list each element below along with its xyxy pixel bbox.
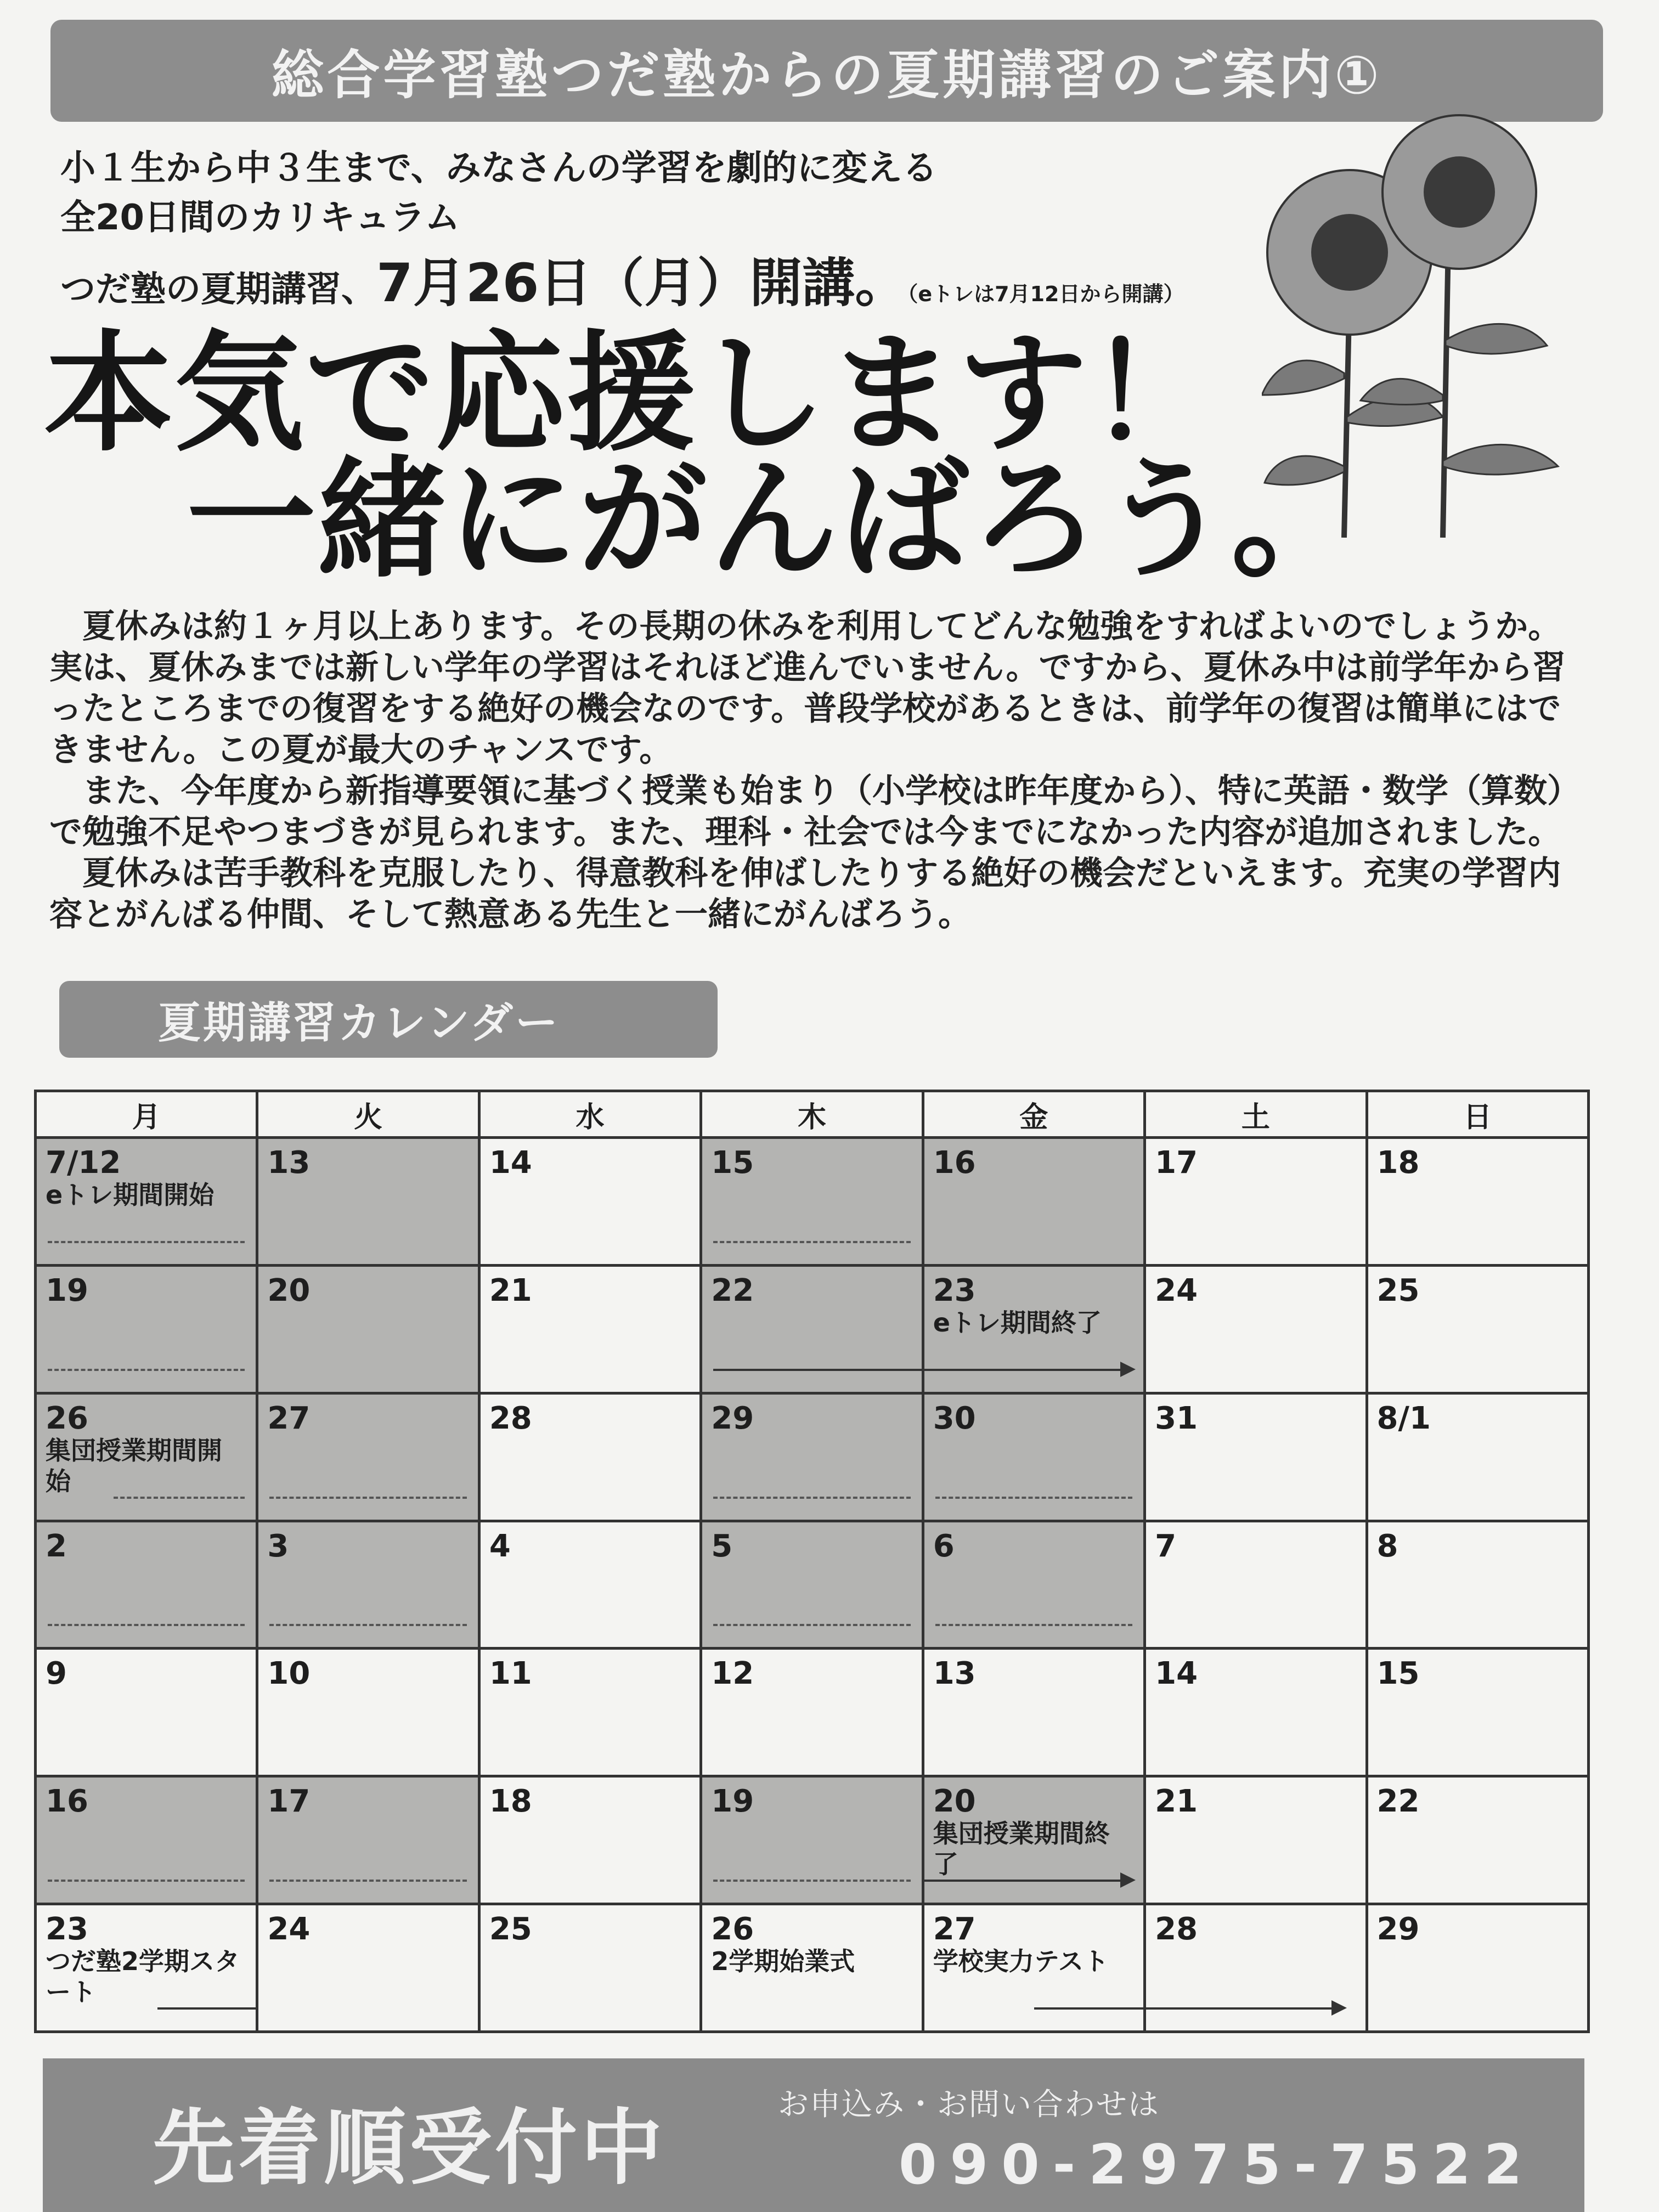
day-number: 28 xyxy=(489,1400,532,1436)
day-cell xyxy=(479,1776,701,1904)
day-number: 19 xyxy=(46,1272,88,1308)
day-number: 13 xyxy=(933,1656,976,1692)
day-cell xyxy=(479,1904,701,2032)
day-cell xyxy=(923,1521,1144,1649)
weekday-tue: 火 xyxy=(257,1091,479,1138)
day-number: 24 xyxy=(267,1911,311,1948)
header-title: 総合学習塾つだ塾からの夏期講習のご案内① xyxy=(271,44,1383,106)
footer-first-come: 先着順受付中 xyxy=(153,2101,667,2196)
weekday-sun: 日 xyxy=(1367,1091,1588,1138)
period-line xyxy=(48,1369,245,1371)
day-number: 31 xyxy=(1155,1400,1198,1436)
day-cell xyxy=(36,1649,257,1776)
week-row xyxy=(36,1521,1589,1649)
headline-line-1: 本気で応援します！ xyxy=(44,318,1220,469)
week-row xyxy=(36,1776,1589,1904)
day-cell xyxy=(1367,1649,1588,1776)
day-number: 26 xyxy=(711,1911,754,1948)
day-number: 9 xyxy=(46,1656,67,1692)
day-number: 20 xyxy=(267,1272,311,1308)
day-cell xyxy=(36,1776,257,1904)
intro-line-1: 小１生から中３生まで、みなさんの学習を劇的に変える xyxy=(60,148,938,189)
day-number: 16 xyxy=(933,1145,976,1181)
headline-line-2: 一緒にがんばろう。 xyxy=(187,444,1362,595)
period-line xyxy=(48,1880,245,1882)
day-number: 3 xyxy=(267,1528,289,1564)
period-arrow-end xyxy=(1146,2007,1332,2010)
day-number: 30 xyxy=(933,1400,976,1436)
day-number: 21 xyxy=(1155,1784,1198,1820)
day-cell xyxy=(36,1265,257,1393)
day-cell xyxy=(923,1265,1144,1393)
period-line xyxy=(269,1497,466,1499)
day-cell xyxy=(923,1393,1144,1521)
day-cell xyxy=(923,1649,1144,1776)
day-cell xyxy=(479,1521,701,1649)
intro-date: 7月26日（月）開講。 xyxy=(376,252,908,314)
day-number: 15 xyxy=(1376,1656,1420,1692)
period-arrow xyxy=(157,2007,261,2010)
day-cell xyxy=(479,1393,701,1521)
body-paragraph-2: また、今年度から新指導要領に基づく授業も始まり（小学校は昨年度から）、特に英語・数学（算数）で勉強不足やつまづきが見られます。また、理科・社会では今までになかった内容が追加されました。 xyxy=(49,772,1564,851)
day-number: 6 xyxy=(933,1528,955,1564)
intro-line-2: 全20日間のカリキュラム xyxy=(60,198,460,238)
day-cell xyxy=(36,1393,257,1521)
weekday-mon: 月 xyxy=(36,1091,257,1138)
day-cell xyxy=(257,1138,479,1266)
day-number: 23 xyxy=(46,1911,88,1948)
day-note: eトレ期間終了 xyxy=(933,1307,1102,1338)
intro-note: （eトレは7月12日から開講） xyxy=(907,282,1184,306)
day-number: 18 xyxy=(489,1784,532,1820)
day-cell xyxy=(701,1138,923,1266)
day-number: 16 xyxy=(46,1784,88,1820)
day-number: 26 xyxy=(46,1400,88,1436)
day-number: 7/12 xyxy=(46,1145,121,1181)
day-number: 17 xyxy=(1155,1145,1198,1181)
day-cell xyxy=(1145,1265,1367,1393)
day-cell xyxy=(479,1138,701,1266)
day-number: 15 xyxy=(711,1145,754,1181)
day-cell xyxy=(479,1649,701,1776)
day-cell xyxy=(1145,1904,1367,2032)
period-line xyxy=(713,1880,910,1882)
day-number: 19 xyxy=(711,1784,754,1820)
intro-line-3 xyxy=(60,241,1184,317)
footer-contact-label: お申込み・お問い合わせは xyxy=(778,2087,1160,2123)
day-cell xyxy=(1367,1776,1588,1904)
day-cell xyxy=(36,1138,257,1266)
day-number: 25 xyxy=(489,1911,532,1948)
body-paragraph-1: 夏休みは約１ヶ月以上あります。その長期の休みを利用してどんな勉強をすればよいのでしょうか。実は、夏休みまでは新しい学年の学習はそれほど進んでいません。ですから、夏休み中は前学年から習ったところまでの復習をする絶好の機会なのです。普段学校があるときは、前学年の復習は簡単にはできません。この夏が最大のチャンスです。 xyxy=(49,607,1566,769)
day-cell xyxy=(701,1904,923,2032)
footer-banner xyxy=(43,2058,1584,2212)
day-number: 21 xyxy=(489,1272,532,1308)
period-line xyxy=(114,1497,245,1499)
period-arrow xyxy=(1034,2007,1149,2010)
day-number: 14 xyxy=(1155,1656,1198,1692)
day-number: 24 xyxy=(1155,1272,1198,1308)
period-line xyxy=(935,1624,1132,1626)
day-number: 22 xyxy=(711,1272,754,1308)
day-note: 集団授業期間終了 xyxy=(933,1819,1110,1880)
day-number: 12 xyxy=(711,1656,754,1692)
day-number: 23 xyxy=(933,1272,976,1308)
period-line xyxy=(713,1624,910,1626)
period-line xyxy=(713,1241,910,1243)
day-cell xyxy=(257,1521,479,1649)
day-number: 29 xyxy=(711,1400,754,1436)
day-cell xyxy=(701,1649,923,1776)
period-arrow xyxy=(713,1369,927,1371)
day-number: 13 xyxy=(267,1145,311,1181)
day-cell xyxy=(1145,1649,1367,1776)
day-cell xyxy=(701,1521,923,1649)
day-number: 27 xyxy=(267,1400,311,1436)
day-cell xyxy=(701,1393,923,1521)
day-cell xyxy=(257,1904,479,2032)
calendar-title-text: 夏期講習カレンダー xyxy=(158,998,560,1048)
day-cell xyxy=(1367,1393,1588,1521)
day-cell xyxy=(257,1265,479,1393)
day-number: 4 xyxy=(489,1528,511,1564)
period-arrow-end xyxy=(924,1369,1121,1371)
intro-prefix: つだ塾の夏期講習、 xyxy=(60,269,376,310)
body-text xyxy=(49,606,1575,935)
day-cell xyxy=(1367,1904,1588,2032)
day-number: 14 xyxy=(489,1145,532,1181)
day-number: 28 xyxy=(1155,1911,1198,1948)
period-line xyxy=(269,1624,466,1626)
footer-phone-number[interactable]: 090-2975-7522 xyxy=(899,2132,1536,2197)
weekday-thu: 木 xyxy=(701,1091,923,1138)
day-cell xyxy=(701,1265,923,1393)
day-note: eトレ期間開始 xyxy=(46,1180,215,1210)
day-number: 20 xyxy=(933,1784,976,1820)
day-cell xyxy=(257,1776,479,1904)
day-cell xyxy=(1145,1521,1367,1649)
day-number: 18 xyxy=(1376,1145,1420,1181)
day-number: 27 xyxy=(933,1911,976,1948)
day-cell xyxy=(479,1265,701,1393)
day-cell xyxy=(923,1138,1144,1266)
day-number: 5 xyxy=(711,1528,733,1564)
day-number: 8 xyxy=(1376,1528,1398,1564)
day-cell xyxy=(1367,1521,1588,1649)
weekday-fri: 金 xyxy=(923,1091,1144,1138)
week-row xyxy=(36,1904,1589,2032)
week-row xyxy=(36,1649,1589,1776)
day-cell xyxy=(1145,1393,1367,1521)
week-row xyxy=(36,1393,1589,1521)
day-note: 集団授業期間開始 xyxy=(46,1435,222,1496)
period-line xyxy=(935,1497,1132,1499)
day-cell xyxy=(701,1776,923,1904)
day-cell xyxy=(923,1776,1144,1904)
calendar-title xyxy=(59,981,718,1058)
week-row xyxy=(36,1265,1589,1393)
day-cell xyxy=(257,1649,479,1776)
day-cell xyxy=(923,1904,1144,2032)
day-note: 2学期始業式 xyxy=(711,1946,855,1977)
day-number: 17 xyxy=(267,1784,311,1820)
body-paragraph-3: 夏休みは苦手教科を克服したり、得意教科を伸ばしたりする絶好の機会だといえます。充実の学習内容とがんばる仲間、そして熱意ある先生と一緒にがんばろう。 xyxy=(49,854,1561,934)
period-line xyxy=(48,1241,245,1243)
header-banner xyxy=(50,20,1603,122)
day-number: 8/1 xyxy=(1376,1400,1431,1436)
day-number: 25 xyxy=(1376,1272,1420,1308)
period-line xyxy=(713,1497,910,1499)
day-cell xyxy=(257,1393,479,1521)
summer-calendar xyxy=(34,1090,1590,2033)
day-number: 22 xyxy=(1376,1784,1420,1820)
period-arrow-end xyxy=(924,1880,1121,1882)
day-number: 2 xyxy=(46,1528,67,1564)
day-cell xyxy=(36,1521,257,1649)
weekday-sat: 土 xyxy=(1145,1091,1367,1138)
period-line xyxy=(48,1624,245,1626)
weekday-header-row xyxy=(36,1091,1589,1138)
day-cell xyxy=(1367,1265,1588,1393)
day-cell xyxy=(1367,1138,1588,1266)
weekday-wed: 水 xyxy=(479,1091,701,1138)
day-cell xyxy=(1145,1776,1367,1904)
day-number: 7 xyxy=(1155,1528,1177,1564)
day-cell xyxy=(1145,1138,1367,1266)
day-cell xyxy=(36,1904,257,2032)
day-number: 10 xyxy=(267,1656,311,1692)
day-note: つだ塾2学期スタート xyxy=(46,1946,240,2007)
period-line xyxy=(269,1880,466,1882)
day-note: 学校実力テスト xyxy=(933,1946,1109,1977)
day-number: 11 xyxy=(489,1656,532,1692)
week-row xyxy=(36,1138,1589,1266)
day-number: 29 xyxy=(1376,1911,1420,1948)
